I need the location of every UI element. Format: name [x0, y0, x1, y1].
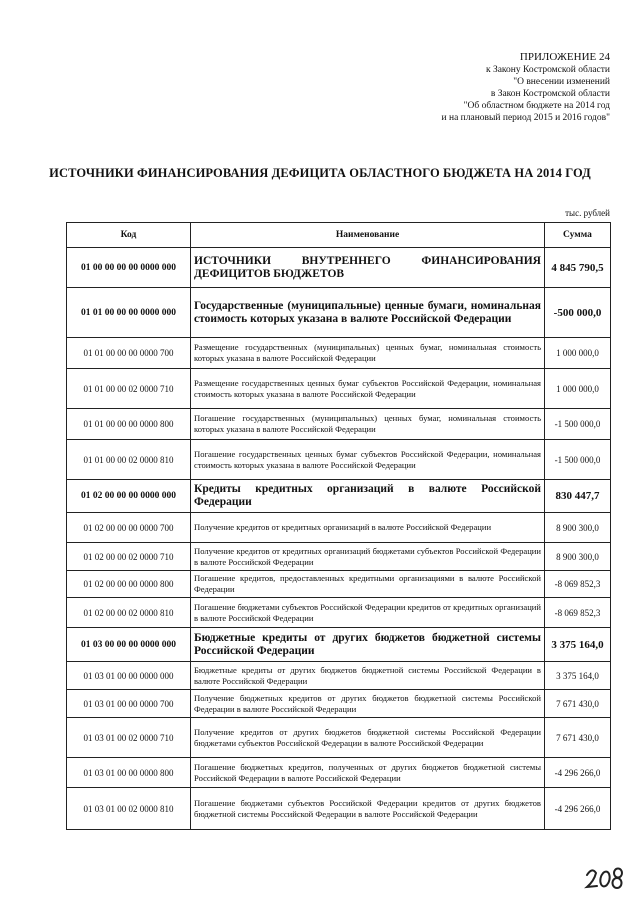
row-name: Погашение кредитов, предоставленных кредитными организациями в валюте Российской Федерации — [191, 571, 545, 598]
row-amount: -4 296 266,0 — [545, 758, 611, 788]
code-column-header: Код — [67, 223, 191, 248]
table-row — [67, 788, 611, 830]
appendix-line: "О внесении изменений — [513, 77, 610, 87]
row-name: Размещение государственных (муниципальных) ценных бумаг, номинальная стоимость которых указана в валюте Российской Федерации — [191, 338, 545, 369]
table-row — [67, 690, 611, 718]
appendix-line: в Закон Костромской области — [490, 89, 610, 99]
row-amount: 1 000 000,0 — [545, 338, 611, 369]
row-amount: 3 375 164,0 — [545, 662, 611, 690]
table-row — [67, 409, 611, 440]
document-title: ИСТОЧНИКИ ФИНАНСИРОВАНИЯ ДЕФИЦИТА ОБЛАСТНОГО БЮДЖЕТА НА 2014 ГОД — [49, 166, 591, 180]
table-row — [67, 758, 611, 788]
row-amount: 830 447,7 — [545, 480, 611, 513]
table-row — [67, 288, 611, 338]
name-column-header: Наименование — [191, 223, 545, 248]
row-code: 01 03 01 00 00 0000 800 — [67, 758, 191, 788]
table-row — [67, 718, 611, 758]
row-name: Кредиты кредитных организаций в валюте Российской Федерации — [191, 480, 545, 513]
appendix-line: и на плановый период 2015 и 2016 годов" — [441, 113, 610, 123]
row-name: Получение кредитов от кредитных организаций бюджетами субъектов Российской Федерации в валюте Российской Федерации — [191, 543, 545, 571]
row-amount: -8 069 852,3 — [545, 571, 611, 598]
row-code: 01 02 00 00 00 0000 700 — [67, 513, 191, 543]
row-amount: 8 900 300,0 — [545, 543, 611, 571]
row-code: 01 02 00 00 02 0000 710 — [67, 543, 191, 571]
table-row — [67, 440, 611, 480]
appendix-line: "Об областном бюджете на 2014 год — [463, 101, 610, 111]
row-amount: -500 000,0 — [545, 288, 611, 338]
row-name: Погашение бюджетами субъектов Российской Федерации кредитов от других бюджетов бюджетной системы Российской Федерации в валюте Российской Федерации — [191, 788, 545, 830]
amount-column-header: Сумма — [545, 223, 611, 248]
table-row — [67, 369, 611, 409]
row-name: Получение бюджетных кредитов от других бюджетов бюджетной системы Российской Федерации в валюте Российской Федерации — [191, 690, 545, 718]
row-code: 01 01 00 00 02 0000 810 — [67, 440, 191, 480]
row-code: 01 03 01 00 02 0000 810 — [67, 788, 191, 830]
table-row — [67, 513, 611, 543]
row-amount: -1 500 000,0 — [545, 440, 611, 480]
row-amount: -4 296 266,0 — [545, 788, 611, 830]
table-header-row — [67, 223, 611, 248]
table-row — [67, 598, 611, 628]
financing-sources-table — [66, 222, 611, 830]
row-amount: 7 671 430,0 — [545, 690, 611, 718]
row-code: 01 02 00 00 00 0000 000 — [67, 480, 191, 513]
row-name: ИСТОЧНИКИ ВНУТРЕННЕГО ФИНАНСИРОВАНИЯ ДЕФИЦИТОВ БЮДЖЕТОВ — [191, 248, 545, 288]
row-code: 01 02 00 00 02 0000 810 — [67, 598, 191, 628]
appendix-line: к Закону Костромской области — [485, 65, 610, 75]
row-amount: 1 000 000,0 — [545, 369, 611, 409]
row-code: 01 03 01 00 00 0000 000 — [67, 662, 191, 690]
row-amount: 3 375 164,0 — [545, 628, 611, 662]
table-row — [67, 571, 611, 598]
row-code: 01 01 00 00 00 0000 000 — [67, 288, 191, 338]
row-name: Размещение государственных ценных бумаг субъектов Российской Федерации, номинальная стоимость которых указана в валюте Российской Федерации — [191, 369, 545, 409]
row-code: 01 02 00 00 00 0000 800 — [67, 571, 191, 598]
appendix-header — [442, 50, 610, 124]
row-name: Погашение бюджетами субъектов Российской Федерации кредитов от кредитных организаций в валюте Российской Федерации — [191, 598, 545, 628]
row-code: 01 03 01 00 00 0000 700 — [67, 690, 191, 718]
row-name: Погашение государственных ценных бумаг субъектов Российской Федерации, номинальная стоимость которых указана в валюте Российской Федерации — [191, 440, 545, 480]
table-row — [67, 338, 611, 369]
row-amount: -1 500 000,0 — [545, 409, 611, 440]
row-name: Погашение государственных (муниципальных) ценных бумаг, номинальная стоимость которых указана в валюте Российской Федерации — [191, 409, 545, 440]
row-amount: -8 069 852,3 — [545, 598, 611, 628]
row-name: Бюджетные кредиты от других бюджетов бюджетной системы Российской Федерации — [191, 628, 545, 662]
row-name: Государственные (муниципальные) ценные бумаги, номинальная стоимость которых указана в валюте Российской Федерации — [191, 288, 545, 338]
row-code: 01 03 00 00 00 0000 000 — [67, 628, 191, 662]
row-amount: 7 671 430,0 — [545, 718, 611, 758]
row-name: Получение кредитов от других бюджетов бюджетной системы Российской Федерации бюджетами субъектов Российской Федерации в валюте Российской Федерации — [191, 718, 545, 758]
row-code: 01 01 00 00 00 0000 800 — [67, 409, 191, 440]
row-code: 01 00 00 00 00 0000 000 — [67, 248, 191, 288]
row-amount: 8 900 300,0 — [545, 513, 611, 543]
row-name: Погашение бюджетных кредитов, полученных от других бюджетов бюджетной системы Российской Федерации в валюте Российской Федерации — [191, 758, 545, 788]
row-amount: 4 845 790,5 — [545, 248, 611, 288]
table-row — [67, 662, 611, 690]
table-row — [67, 543, 611, 571]
units-label: тыс. рублей — [565, 208, 610, 218]
table-row — [67, 248, 611, 288]
row-name: Получение кредитов от кредитных организаций в валюте Российской Федерации — [191, 513, 545, 543]
handwritten-page-number — [584, 861, 626, 891]
row-code: 01 03 01 00 02 0000 710 — [67, 718, 191, 758]
table-row — [67, 628, 611, 662]
appendix-number: ПРИЛОЖЕНИЕ 24 — [519, 51, 610, 63]
row-name: Бюджетные кредиты от других бюджетов бюджетной системы Российской Федерации в валюте Российской Федерации — [191, 662, 545, 690]
row-code: 01 01 00 00 00 0000 700 — [67, 338, 191, 369]
table-row — [67, 480, 611, 513]
row-code: 01 01 00 00 02 0000 710 — [67, 369, 191, 409]
